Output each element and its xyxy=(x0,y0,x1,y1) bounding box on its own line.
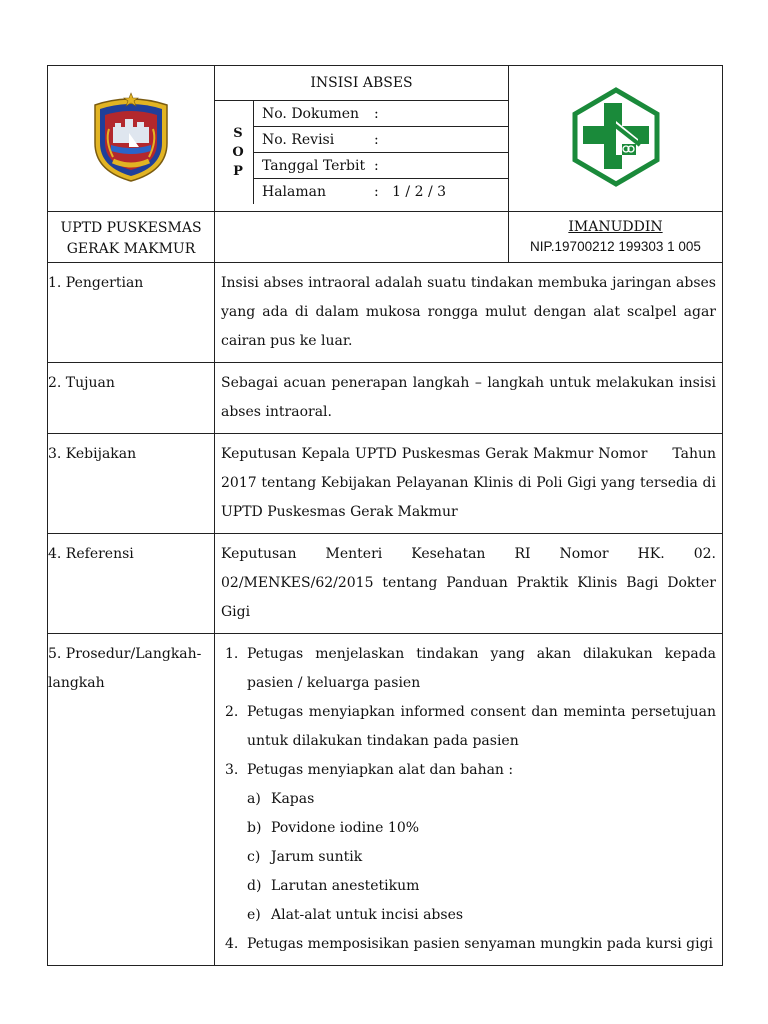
procedure-row xyxy=(48,634,723,966)
header-info-table xyxy=(215,66,508,204)
list-item: 4. Petugas memposisikan pasien senyaman mungkin pada kursi gigi xyxy=(225,936,714,952)
section-label: 1. Pengertian xyxy=(48,263,215,363)
regency-emblem-icon xyxy=(83,89,179,185)
regency-emblem-cell xyxy=(48,66,215,212)
list-item: b) Povidone iodine 10% xyxy=(247,820,420,836)
signer-nip: NIP.19700212 199303 1 005 xyxy=(530,239,701,254)
list-item: a) Kapas xyxy=(247,791,315,807)
unit-row xyxy=(48,212,723,263)
field-tanggal-terbit: Tanggal Terbit : xyxy=(254,153,509,179)
section-text: Keputusan Menteri Kesehatan RI Nomor HK. 02. 02/MENKES/62/2015 tentang Panduan Praktik Klinis Bagi Dokter Gigi xyxy=(215,534,723,634)
field-no-revisi: No. Revisi : xyxy=(254,127,509,153)
section-row xyxy=(48,434,723,534)
procedure-steps xyxy=(221,640,716,959)
list-item: d) Larutan anestetikum xyxy=(247,878,420,894)
section-row xyxy=(48,534,723,634)
header-info-cell xyxy=(215,66,509,212)
field-halaman: Halaman : 1 / 2 / 3 xyxy=(254,179,509,205)
signer-name: IMANUDDIN xyxy=(568,219,663,235)
section-label: 2. Tujuan xyxy=(48,363,215,434)
unit-row-blank xyxy=(215,212,509,263)
puskesmas-logo-cell xyxy=(509,66,723,212)
puskesmas-logo-icon xyxy=(566,87,666,187)
list-item: 2. Petugas menyiapkan informed consent dan meminta persetujuan untuk dilakukan tindakan pada pasien xyxy=(225,704,716,749)
section-label: 4. Referensi xyxy=(48,534,215,634)
list-item: 1. Petugas menjelaskan tindakan yang akan dilakukan kepada pasien / keluarga pasien xyxy=(225,646,716,691)
list-item: c) Jarum suntik xyxy=(247,849,363,865)
document-title: INSISI ABSES xyxy=(215,66,508,101)
list-item: 3. Petugas menyiapkan alat dan bahan : a) Kapas b) Povidone iodine 10% c) Jarum suntik d) Larutan anestetikum e) Alat-alat untuk incisi abses xyxy=(221,756,716,930)
sop-letters: S O P xyxy=(215,101,254,205)
section-row xyxy=(48,363,723,434)
signature-block xyxy=(509,212,723,263)
procedure-body xyxy=(215,634,723,966)
section-text: Insisi abses intraoral adalah suatu tindakan membuka jaringan abses yang ada di dalam mukosa rongga mulut dengan alat scalpel agar cairan pus ke luar. xyxy=(215,263,723,363)
section-text: Keputusan Kepala UPTD Puskesmas Gerak Makmur Nomor Tahun 2017 tentang Kebijakan Pelayanan Klinis di Poli Gigi yang tersedia di UPTD Puskesmas Gerak Makmur xyxy=(215,434,723,534)
section-text: Sebagai acuan penerapan langkah – langkah untuk melakukan insisi abses intraoral. xyxy=(215,363,723,434)
procedure-label: 5. Prosedur/Langkah- langkah xyxy=(48,634,215,966)
header-row xyxy=(48,66,723,212)
section-label: 3. Kebijakan xyxy=(48,434,215,534)
section-row xyxy=(48,263,723,363)
sop-document xyxy=(47,65,723,966)
materials-list xyxy=(247,785,716,930)
list-item: e) Alat-alat untuk incisi abses xyxy=(247,907,464,923)
field-no-dokumen: No. Dokumen : xyxy=(254,101,509,127)
unit-name: UPTD PUSKESMAS GERAK MAKMUR xyxy=(48,212,215,263)
